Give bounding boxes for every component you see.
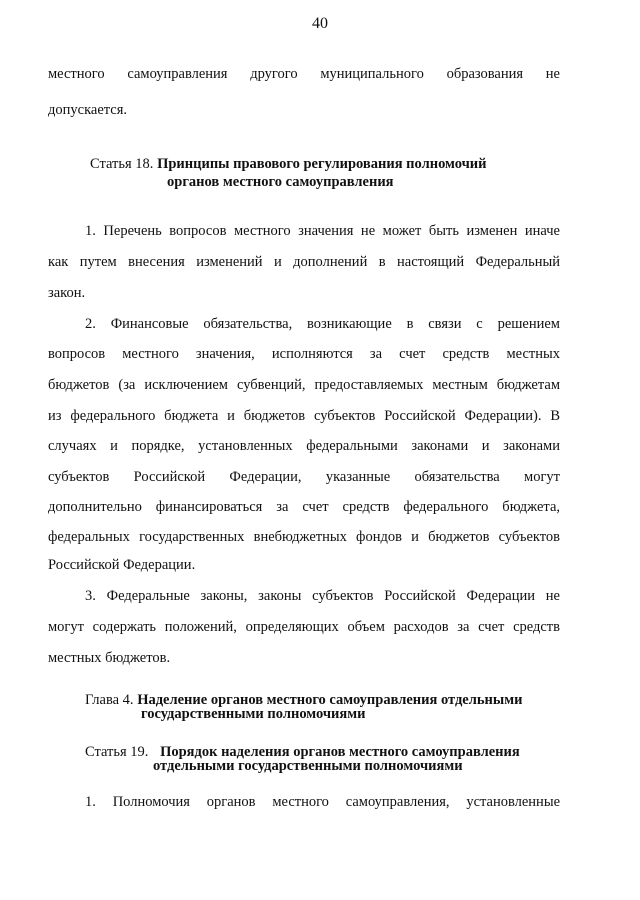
- text-line: вопросов местного значения, исполняются за счет средств местных: [48, 346, 560, 362]
- text-line: 3. Федеральные законы, законы субъектов Российской Федерации не: [85, 588, 560, 604]
- text-line: из федерального бюджета и бюджетов субъектов Российской Федерации). В: [48, 408, 560, 424]
- text-line: 1. Полномочия органов местного самоуправления, установленные: [85, 794, 560, 810]
- page-number: 40: [312, 15, 328, 32]
- heading-prefix: Глава 4.: [85, 692, 134, 708]
- text-line: могут содержать положений, определяющих объем расходов за счет средств: [48, 619, 560, 635]
- heading-line: [167, 174, 394, 191]
- heading-title: Порядок наделения органов местного самоуправления: [160, 744, 520, 760]
- text-line: дополнительно финансироваться за счет средств федерального бюджета,: [48, 499, 560, 515]
- heading-line: [90, 156, 487, 173]
- text-line: федеральных государственных внебюджетных фондов и бюджетов субъектов: [48, 529, 560, 545]
- heading-title: органов местного самоуправления: [167, 174, 394, 190]
- text-line: закон.: [48, 285, 86, 301]
- heading-title: Принципы правового регулирования полномочий: [157, 156, 487, 172]
- text-line: 2. Финансовые обязательства, возникающие в связи с решением: [85, 316, 560, 332]
- heading-title: государственными полномочиями: [141, 706, 366, 722]
- text-line: местного самоуправления другого муниципального образования не: [48, 66, 560, 82]
- heading-title: отдельными государственными полномочиями: [153, 758, 463, 774]
- text-line: субъектов Российской Федерации, указанные обязательства могут: [48, 469, 560, 485]
- text-line: бюджетов (за исключением субвенций, предоставляемых местным бюджетам: [48, 377, 560, 393]
- text-line: Российской Федерации.: [48, 557, 196, 573]
- heading-line: [141, 706, 365, 723]
- text-line: местных бюджетов.: [48, 650, 171, 666]
- heading-line: [153, 758, 463, 775]
- text-line: как путем внесения изменений и дополнений в настоящий Федеральный: [48, 254, 560, 270]
- heading-title: Наделение органов местного самоуправления отдельными: [137, 692, 523, 708]
- heading-prefix: Статья 19.: [85, 744, 149, 760]
- text-line: допускается.: [48, 102, 128, 118]
- text-line: случаях и порядке, установленных федеральными законами и законами: [48, 438, 560, 454]
- heading-prefix: Статья 18.: [90, 156, 154, 172]
- text-line: 1. Перечень вопросов местного значения не может быть изменен иначе: [85, 223, 560, 239]
